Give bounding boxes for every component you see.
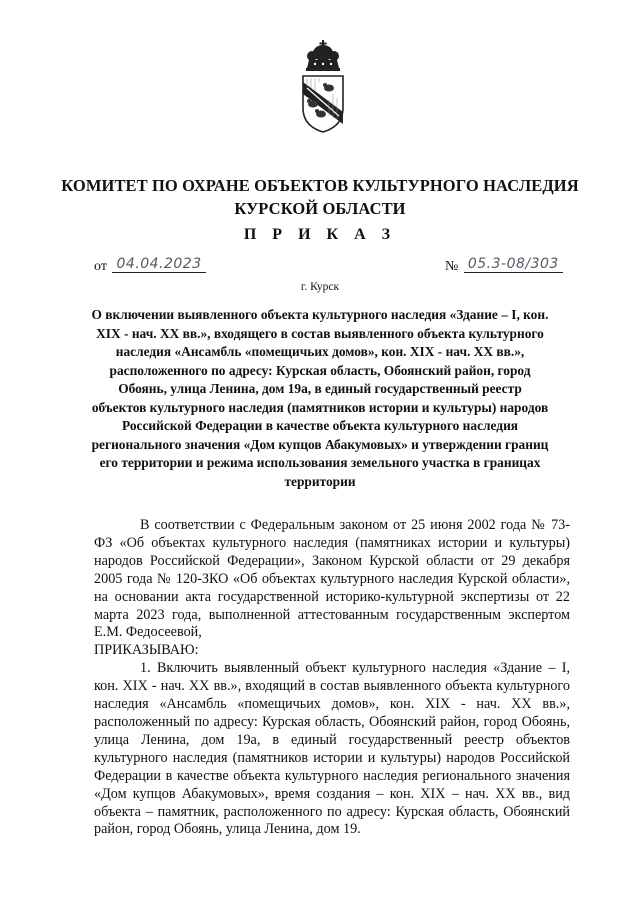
date-handwritten: 04.04.2023	[112, 256, 205, 273]
city-name: г. Курск	[300, 281, 340, 293]
order-heading: П Р И К А З	[243, 226, 397, 243]
item-1-paragraph: 1. Включить выявленный объект культурного наследия «Здание – I, кон. XIX - нач. XX вв.», входящий в состав выявленного объекта культурного наследия «Ансамбль «помещичьих домов», кон. XIX - нач. XX вв.», расположенный по адресу: Курская область, Обоянский район, город Обоянь, улица Ленина, дом 19а, в единый государственный реестр объектов культурного наследия (памятников истории и культуры) народов Российской Федерации в качестве объекта культурного наследия регионального значения «Дом купцов Абакумовых», время создания – кон. XIX – нач. XX вв., вид объекта – памятник, расположенного по адресу: Курская область, Обоянский район, город Обоянь, улица Ленина, дом 19.	[94, 660, 570, 838]
number-handwritten: 05.3-08/303	[464, 256, 563, 273]
order-body	[94, 517, 570, 839]
order-directive: ПРИКАЗЫВАЮ:	[94, 642, 199, 659]
order-number	[445, 258, 563, 275]
organization-title	[40, 174, 600, 220]
organization-title-text: КОМИТЕТ ПО ОХРАНЕ ОБЪЕКТОВ КУЛЬТУРНОГО НАСЛЕДИЯ КУРСКОЙ ОБЛАСТИ	[61, 176, 579, 218]
number-prefix: №	[445, 259, 459, 274]
date-prefix: от	[94, 259, 107, 274]
preamble-paragraph: В соответствии с Федеральным законом от 25 июня 2002 года № 73-ФЗ «Об объектах культурного наследия (памятниках истории и культуры) народов Российской Федерации», Законом Курской области от 29 декабря 2005 года № 120-ЗКО «Об объектах культурного наследия Курской области», на основании акта государственной историко-культурной экспертизы от 22 марта 2023 года, выполненной аттестованным государственным экспертом Е.М. Федосеевой,	[94, 517, 570, 641]
order-date	[94, 258, 206, 275]
order-subject: О включении выявленного объекта культурного наследия «Здание – I, кон. XIX - нач. XX вв.», входящего в состав выявленного объекта культурного наследия «Ансамбль «помещичьих домов», кон. XIX - нач. XX вв.», расположенного по адресу: Курская область, Обоянский район, город Обоянь, улица Ленина, дом 19а, в единый государственный реестр объектов культурного наследия (памятников истории и культуры) народов Российской Федерации в качестве объекта культурного наследия регионального значения «Дом купцов Абакумовых» и утверждении границ его территории и режима использования земельного участка в границах территории	[91, 307, 549, 489]
coat-of-arms-emblem	[293, 38, 353, 134]
